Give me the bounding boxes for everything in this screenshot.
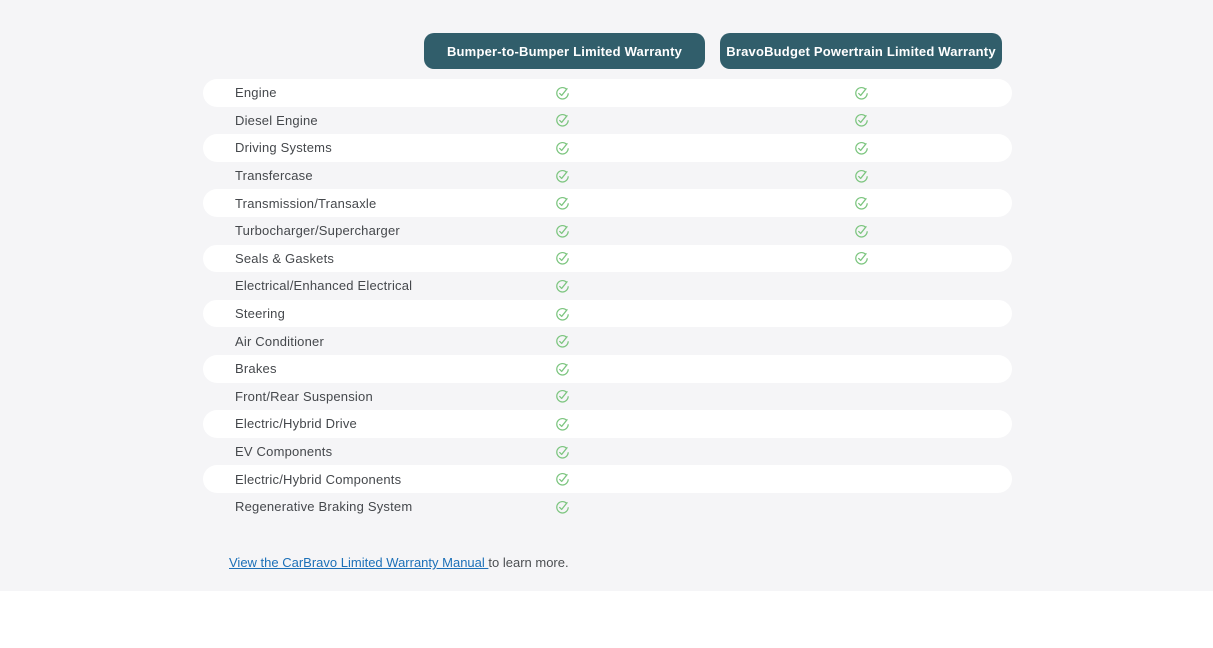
table-row	[203, 410, 1012, 438]
covered-check-icon	[555, 306, 570, 321]
table-row	[203, 493, 1012, 521]
covered-check-icon	[555, 361, 570, 376]
column-header-bumper-to-bumper-warranty[interactable]: Bumper-to-Bumper Limited Warranty	[424, 33, 705, 69]
component-label: Engine	[235, 85, 277, 101]
covered-check-icon	[555, 223, 570, 238]
covered-check-icon	[555, 499, 570, 514]
table-row	[203, 300, 1012, 328]
covered-check-icon	[555, 472, 570, 487]
component-label: Front/Rear Suspension	[235, 388, 373, 404]
table-row	[203, 327, 1012, 355]
table-row	[203, 465, 1012, 493]
component-label: Electric/Hybrid Drive	[235, 416, 357, 432]
covered-check-icon	[854, 196, 869, 211]
covered-check-icon	[555, 444, 570, 459]
component-label: Seals & Gaskets	[235, 250, 335, 266]
component-label: Turbocharger/Supercharger	[235, 223, 400, 239]
component-label: Electric/Hybrid Components	[235, 471, 402, 487]
table-row	[203, 272, 1012, 300]
covered-check-icon	[555, 113, 570, 128]
component-label: Diesel Engine	[235, 112, 318, 128]
covered-check-icon	[555, 85, 570, 100]
coverage-table	[203, 79, 1012, 521]
covered-check-icon	[854, 85, 869, 100]
covered-check-icon	[555, 168, 570, 183]
covered-check-icon	[854, 168, 869, 183]
column-header-powertrain-warranty[interactable]: BravoBudget Powertrain Limited Warranty	[720, 33, 1002, 69]
covered-check-icon	[555, 278, 570, 293]
component-label: Brakes	[235, 361, 277, 377]
covered-check-icon	[555, 416, 570, 431]
table-row	[203, 383, 1012, 411]
component-label: Transfercase	[235, 168, 313, 184]
table-row	[203, 162, 1012, 190]
covered-check-icon	[555, 196, 570, 211]
table-row	[203, 355, 1012, 383]
table-row	[203, 438, 1012, 466]
covered-check-icon	[555, 389, 570, 404]
covered-check-icon	[854, 223, 869, 238]
footer-note-suffix: to learn more.	[488, 555, 569, 570]
table-row	[203, 245, 1012, 273]
covered-check-icon	[555, 140, 570, 155]
footer-note	[229, 555, 569, 570]
component-label: Air Conditioner	[235, 333, 324, 349]
component-label: Electrical/Enhanced Electrical	[235, 278, 413, 294]
component-label: Regenerative Braking System	[235, 499, 413, 515]
table-row	[203, 217, 1012, 245]
table-row	[203, 79, 1012, 107]
table-row	[203, 189, 1012, 217]
covered-check-icon	[555, 251, 570, 266]
warranty-manual-link[interactable]: View the CarBravo Limited Warranty Manual	[229, 555, 489, 570]
covered-check-icon	[854, 251, 869, 266]
covered-check-icon	[555, 334, 570, 349]
component-label: Transmission/Transaxle	[235, 195, 377, 211]
table-row	[203, 107, 1012, 135]
covered-check-icon	[854, 140, 869, 155]
covered-check-icon	[854, 113, 869, 128]
component-label: Steering	[235, 306, 286, 322]
component-label: Driving Systems	[235, 140, 332, 156]
component-label: EV Components	[235, 444, 333, 460]
table-row	[203, 134, 1012, 162]
